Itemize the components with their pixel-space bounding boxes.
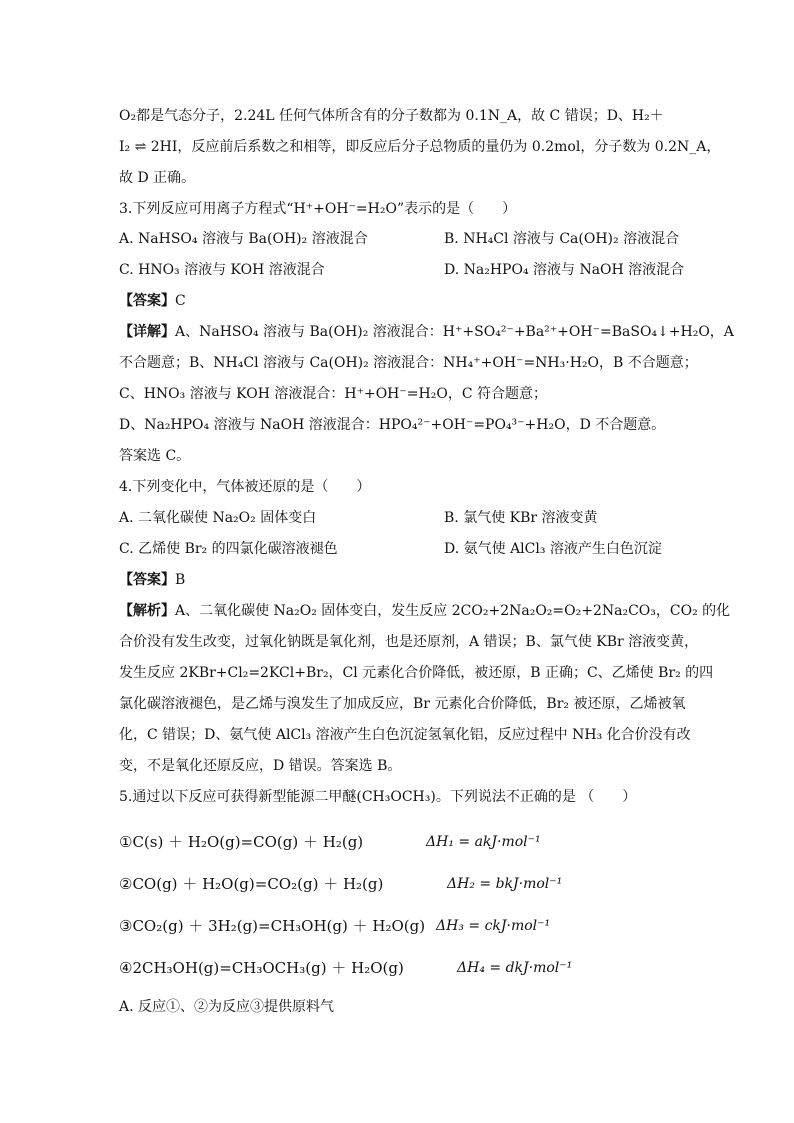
reaction-3: ③CO₂(g) ＋ 3H₂(g)=CH₃OH(g) ＋ H₂O(g)	[119, 917, 426, 935]
q5-option-a: A. 反应①、②为反应③提供原料气	[119, 999, 335, 1015]
reaction-4: ④2CH₃OH(g)=CH₃OCH₃(g) ＋ H₂O(g)	[119, 959, 404, 977]
analysis-tag: 【解析】	[119, 603, 175, 619]
q4-option-b: B. 氯气使 KBr 溶液变黄	[444, 510, 598, 526]
q3-option-d: D. Na₂HPO₄ 溶液与 NaOH 溶液混合	[444, 262, 685, 278]
q4-explanation-line: 变，不是氧化还原反应，D 错误。答案选 B。	[119, 758, 402, 774]
detail-text: A、NaHSO₄ 溶液与 Ba(OH)₂ 溶液混合：H⁺+SO₄²⁻+Ba²⁺+OH⁻=BaSO₄↓+H₂O，A	[175, 324, 734, 340]
answer-value: B	[175, 572, 186, 588]
q3-detail-line: D、Na₂HPO₄ 溶液与 NaOH 溶液混合：HPO₄²⁻+OH⁻=PO₄³⁻+H₂O，D 不合题意。	[119, 417, 666, 433]
q3-option-a: A. NaHSO₄ 溶液与 Ba(OH)₂ 溶液混合	[119, 231, 368, 247]
q4-option-d: D. 氨气使 AlCl₃ 溶液产生白色沉淀	[444, 541, 662, 557]
reaction-4-enthalpy: ΔH₄ = dkJ·mol⁻¹	[457, 960, 573, 976]
question-3-stem: 3.下列反应可用离子方程式“H⁺+OH⁻=H₂O”表示的是（ ）	[119, 201, 517, 217]
q3-detail-line: 答案选 C。	[119, 448, 191, 464]
answer-tag: 【答案】	[119, 293, 175, 309]
analysis-text: A、二氧化碳使 Na₂O₂ 固体变白，发生反应 2CO₂+2Na₂O₂=O₂+2Na₂CO₃，CO₂ 的化	[175, 603, 731, 619]
q3-detail-line: 不合题意；B、NH₄Cl 溶液与 Ca(OH)₂ 溶液混合：NH₄⁺+OH⁻=NH₃·H₂O，B 不合题意；	[119, 355, 698, 371]
q4-explanation-line: 氯化碳溶液褪色，是乙烯与溴发生了加成反应，Br 元素化合价降低，Br₂ 被还原，乙烯被氧	[119, 696, 686, 712]
reaction-2-enthalpy: ΔH₂ = bkJ·mol⁻¹	[447, 876, 563, 892]
q3-answer	[119, 291, 186, 311]
q4-explanation-line: 发生反应 2KBr+Cl₂=2KCl+Br₂，Cl 元素化合价降低，被还原，B 正确；C、乙烯使 Br₂ 的四	[119, 665, 714, 681]
q3-detail-line: C、HNO₃ 溶液与 KOH 溶液混合：H⁺+OH⁻=H₂O，C 符合题意；	[119, 386, 547, 402]
q3-option-b: B. NH₄Cl 溶液与 Ca(OH)₂ 溶液混合	[444, 231, 680, 247]
q4-option-a: A. 二氧化碳使 Na₂O₂ 固体变白	[119, 510, 317, 526]
question-5-stem: 5.通过以下反应可获得新型能源二甲醚(CH₃OCH₃)。下列说法不正确的是 （ ）	[119, 789, 637, 805]
answer-value: C	[175, 293, 186, 309]
q4-explanation-line: 合价没有发生改变，过氧化钠既是氧化剂，也是还原剂，A 错误；B、氯气使 KBr 溶液变黄，	[119, 634, 699, 650]
reaction-1: ①C(s) ＋ H₂O(g)=CO(g) ＋ H₂(g)	[119, 833, 364, 851]
detail-tag: 【详解】	[119, 324, 175, 340]
text-line: I₂ ⇌ 2HI，反应前后系数之和相等，即反应后分子总物质的量仍为 0.2mol，分子数为 0.2N_A，	[119, 139, 721, 155]
q4-option-c: C. 乙烯使 Br₂ 的四氯化碳溶液褪色	[119, 541, 338, 557]
q3-detail-line	[119, 322, 734, 342]
reaction-3-enthalpy: ΔH₃ = ckJ·mol⁻¹	[436, 918, 551, 934]
q4-answer	[119, 570, 185, 590]
reaction-2: ②CO(g) ＋ H₂O(g)=CO₂(g) ＋ H₂(g)	[119, 875, 384, 893]
q4-explanation-line	[119, 601, 730, 621]
text-line: 故 D 正确。	[119, 170, 196, 186]
q3-option-c: C. HNO₃ 溶液与 KOH 溶液混合	[119, 262, 325, 278]
answer-tag: 【答案】	[119, 572, 175, 588]
q4-explanation-line: 化，C 错误；D、氨气使 AlCl₃ 溶液产生白色沉淀氢氧化铝，反应过程中 NH₃ 化合价没有改	[119, 727, 691, 743]
text-line: O₂都是气态分子，2.24L 任何气体所含有的分子数都为 0.1N_A，故 C 错误；D、H₂＋	[119, 108, 664, 124]
reaction-1-enthalpy: ΔH₁ = akJ·mol⁻¹	[426, 834, 541, 850]
question-4-stem: 4.下列变化中，气体被还原的是（ ）	[119, 479, 371, 495]
